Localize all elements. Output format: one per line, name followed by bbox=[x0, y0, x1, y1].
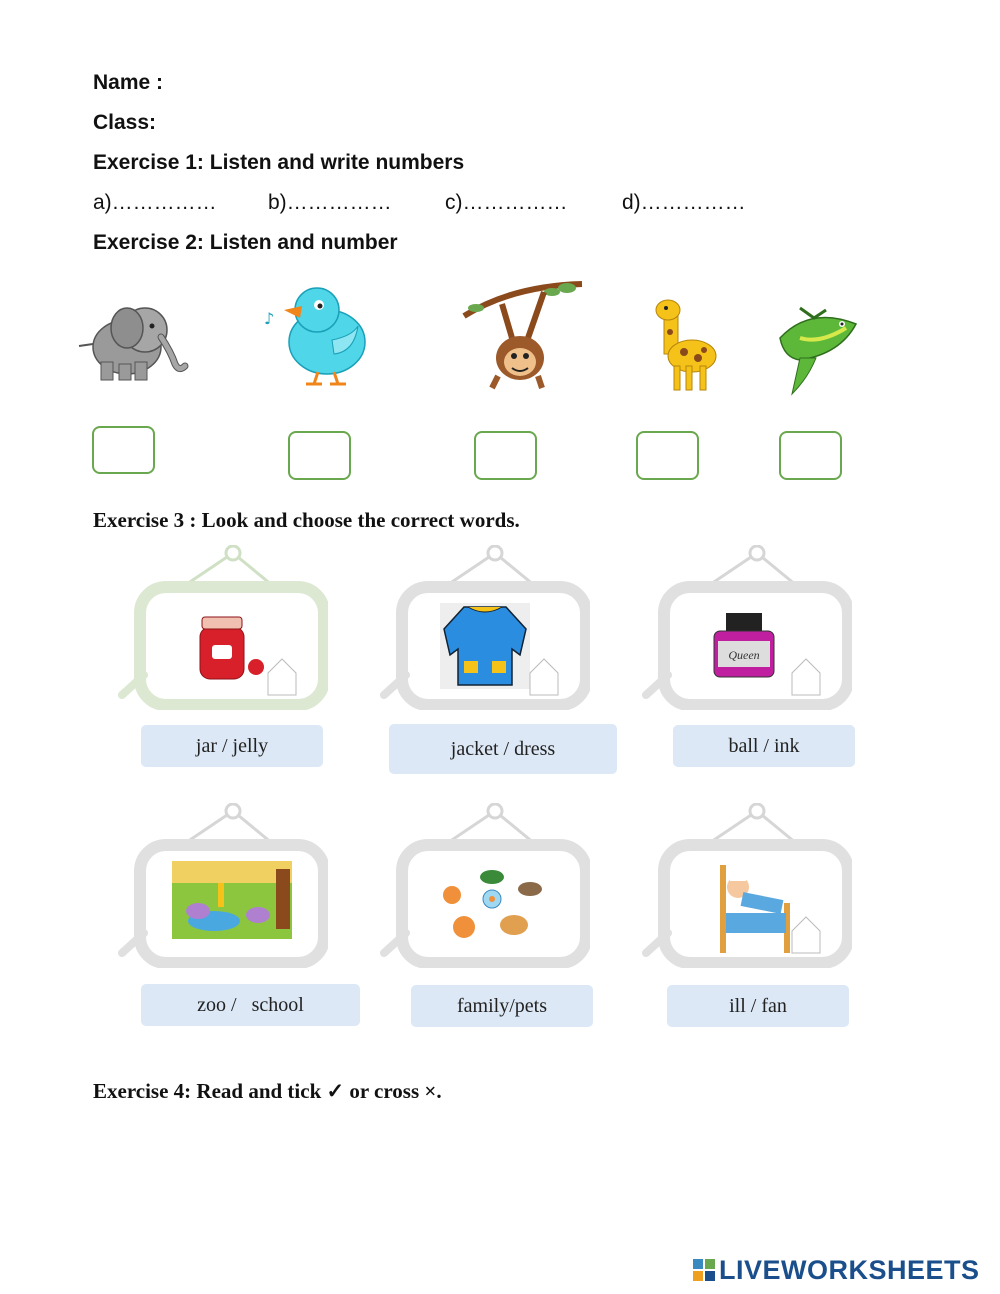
class-label: Class: bbox=[93, 111, 157, 134]
picture-frame-ill bbox=[642, 803, 852, 968]
answer-box-5[interactable] bbox=[779, 431, 842, 480]
exercise3-title: Exercise 3 : Look and choose the correct words. bbox=[93, 508, 520, 532]
ink-label: Queen bbox=[728, 648, 760, 662]
choice-family-pets[interactable]: family/pets bbox=[411, 985, 593, 1027]
blank-c[interactable]: c)…………… bbox=[445, 191, 568, 214]
giraffe-icon bbox=[652, 292, 720, 394]
choice-ball-ink[interactable]: ball / ink bbox=[673, 725, 855, 767]
exercise1-title: Exercise 1: Listen and write numbers bbox=[93, 151, 465, 174]
liveworksheets-logo-text: LIVEWORKSHEETS bbox=[719, 1255, 980, 1285]
exercise2-title: Exercise 2: Listen and number bbox=[93, 231, 398, 254]
blank-a[interactable]: a)…………… bbox=[93, 191, 217, 214]
jacket-icon bbox=[440, 603, 530, 689]
monkey-icon bbox=[462, 278, 584, 393]
picture-frame-zoo bbox=[118, 803, 328, 968]
liveworksheets-logo-icon bbox=[693, 1259, 715, 1281]
blank-d[interactable]: d)…………… bbox=[622, 191, 746, 214]
svg-text:♪: ♪ bbox=[264, 309, 275, 328]
bird-icon bbox=[262, 280, 372, 390]
exercise4-title: Exercise 4: Read and tick ✓ or cross ×. bbox=[93, 1079, 442, 1103]
answer-box-2[interactable] bbox=[288, 431, 351, 480]
picture-frame-jacket bbox=[380, 545, 590, 710]
fish-icon bbox=[770, 298, 862, 398]
choice-ill-fan[interactable]: ill / fan bbox=[667, 985, 849, 1027]
picture-frame-pets bbox=[380, 803, 590, 968]
name-label: Name : bbox=[93, 71, 164, 94]
picture-frame-ink bbox=[642, 545, 852, 710]
answer-box-3[interactable] bbox=[474, 431, 537, 480]
zoo-icon bbox=[172, 861, 292, 939]
blank-b[interactable]: b)…………… bbox=[268, 191, 392, 214]
choice-zoo-school[interactable]: zoo / school bbox=[141, 984, 360, 1026]
choice-jacket-dress[interactable]: jacket / dress bbox=[389, 724, 617, 774]
elephant-icon bbox=[75, 292, 190, 384]
answer-box-4[interactable] bbox=[636, 431, 699, 480]
choice-jar-jelly[interactable]: jar / jelly bbox=[141, 725, 323, 767]
picture-frame-jar bbox=[118, 545, 328, 710]
answer-box-1[interactable] bbox=[92, 426, 155, 474]
